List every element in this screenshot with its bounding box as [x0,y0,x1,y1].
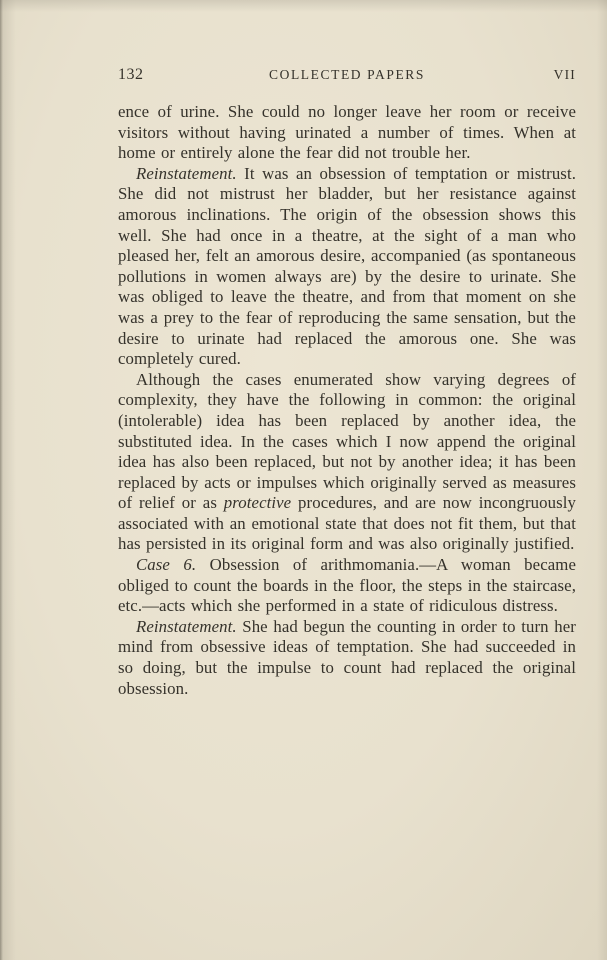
paragraph-case-6 [118,555,576,617]
paragraph-reinstatement-2 [118,617,576,699]
chapter-numeral: VII [553,67,576,82]
running-header [118,66,576,84]
paragraph-text: procedures, and are now incongruously associated with an emotional state that does not fit them, but that has persisted in its original form and was also originally justified. [118,493,577,554]
running-title: COLLECTED PAPERS [269,67,425,82]
italic-word: protective [223,493,292,513]
italic-lead: Case 6. [136,555,197,575]
paragraph-text: It was an obsession of temptation or mistrust. She did not mistrust her bladder, but her resistance against amorous inclinations. The origin of the obsession shows this well. She had once in a theatre, at the sight of a man who pleased her, felt an amorous desire, accompanied (as spontaneous pollutions in women always are) by the desire to urinate. She was obliged to leave the theatre, and from that moment on she was a prey to the fear of reproducing the same sensation, but the desire to urinate had replaced the amorous one. She was completely cured. [118,163,576,369]
paragraph-cases-summary [118,370,576,555]
italic-lead: Reinstatement. [136,163,237,183]
paragraph-text: Although the cases enumerated show varying degrees of complexity, they have the following in common: the original (intolerable) idea has been replaced by another idea, the substituted idea. In the cases which I now append the original idea has also been replaced, but not by another idea; it has been replaced by acts or impulses which originally served as measures of relief or as [118,369,576,513]
page-number: 132 [118,66,144,83]
page-content [118,66,576,699]
page-body [118,102,576,699]
paragraph-text: ence of urine. She could no longer leave her room or receive visitors without having urinated a number of times. When at home or entirely alone the fear did not trouble her. [118,102,576,163]
paragraph-continuation [118,102,576,164]
italic-lead: Reinstatement. [136,616,237,636]
paragraph-text: She had begun the counting in order to turn her mind from obsessive ideas of temptation. She had succeeded in so doing, but the impulse to count had replaced the original obsession. [118,616,576,698]
paragraph-reinstatement-1 [118,164,576,370]
paragraph-text: Obsession of arithmomania.—A woman became obliged to count the boards in the floor, the steps in the staircase, etc.—acts which she performed in a state of ridiculous distress. [118,555,577,616]
